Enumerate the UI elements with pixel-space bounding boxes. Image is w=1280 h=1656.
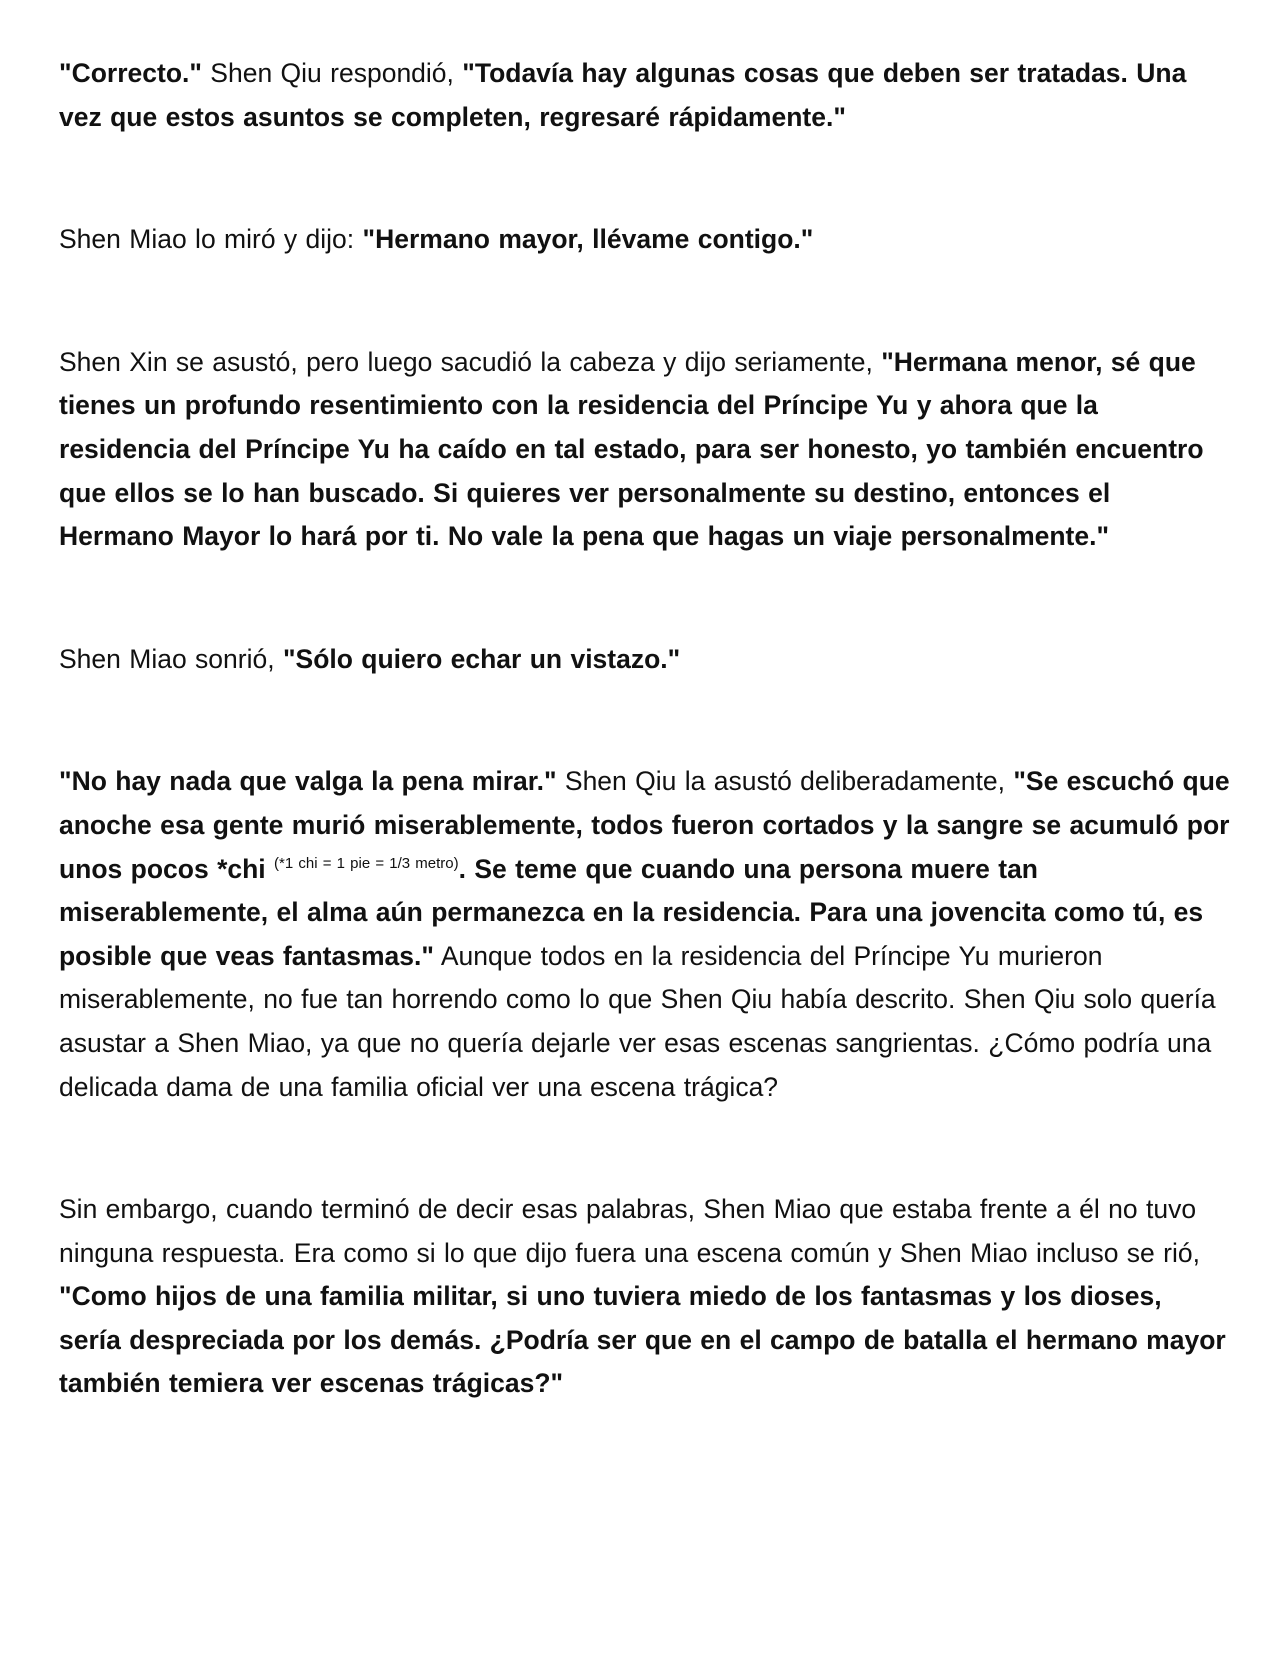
footnote-chi: (*1 chi = 1 pie = 1/3 metro)	[274, 854, 459, 872]
dialogue: "Correcto."	[59, 58, 202, 88]
narration: Shen Qiu respondió,	[201, 58, 463, 88]
narration: Shen Qiu la asustó deliberadamente,	[556, 766, 1014, 797]
dialogue: "Sólo quiero echar un vistazo."	[282, 643, 681, 674]
dialogue: "Hermano mayor, llévame contigo."	[362, 224, 814, 255]
paragraph-6	[59, 1188, 1231, 1406]
narration: Shen Xin se asustó, pero luego sacudió la cabeza y dijo seriamente,	[59, 346, 882, 377]
dialogue: "No hay nada que valga la pena mirar."	[59, 766, 557, 797]
dialogue: "Hermana menor, sé que tienes un profundo resentimiento con la residencia del Príncipe Yu y ahora que la residencia del Príncipe Yu ha caído en tal estado, para ser honesto, yo también encuentro que ellos se lo han buscado. Si quieres ver personalmente su destino, entonces el Hermano Mayor lo hará por ti. No vale la pena que hagas un viaje personalmente."	[59, 346, 1204, 552]
paragraph-2	[59, 218, 1231, 262]
dialogue: "Se escuchó que anoche esa gente murió miserablemente, todos fueron cortados y la sangre se acumuló por unos pocos *chi	[59, 766, 1230, 884]
paragraph-4	[59, 638, 1231, 682]
narration: Aunque todos en la residencia del Príncipe Yu murieron miserablemente, no fue tan horrendo como lo que Shen Qiu había descrito. Shen Qiu solo quería asustar a Shen Miao, ya que no quería dejarle ver esas escenas sangrientas. ¿Cómo podría una delicada dama de una familia oficial ver una escena trágica?	[59, 940, 1216, 1102]
narration: Shen Miao lo miró y dijo:	[59, 224, 363, 255]
paragraph-1	[59, 52, 1231, 139]
document-page	[59, 52, 1231, 1485]
dialogue: "Todavía hay algunas cosas que deben ser tratadas. Una vez que estos asuntos se completen, regresaré rápidamente."	[59, 58, 1187, 132]
paragraph-3	[59, 341, 1231, 559]
narration: Sin embargo, cuando terminó de decir esas palabras, Shen Miao que estaba frente a él no tuvo ninguna respuesta. Era como si lo que dijo fuera una escena común y Shen Miao incluso se rió,	[59, 1194, 1200, 1268]
paragraph-5	[59, 760, 1231, 1109]
narration: Shen Miao sonrió,	[59, 643, 283, 674]
dialogue: . Se teme que cuando una persona muere tan miserablemente, el alma aún permanezca en la residencia. Para una jovencita como tú, es posible que veas fantasmas."	[59, 853, 1204, 971]
dialogue: "Como hijos de una familia militar, si uno tuviera miedo de los fantasmas y los dioses, sería despreciada por los demás. ¿Podría ser que en el campo de batalla el hermano mayor también temiera ver escenas trágicas?"	[59, 1281, 1226, 1399]
